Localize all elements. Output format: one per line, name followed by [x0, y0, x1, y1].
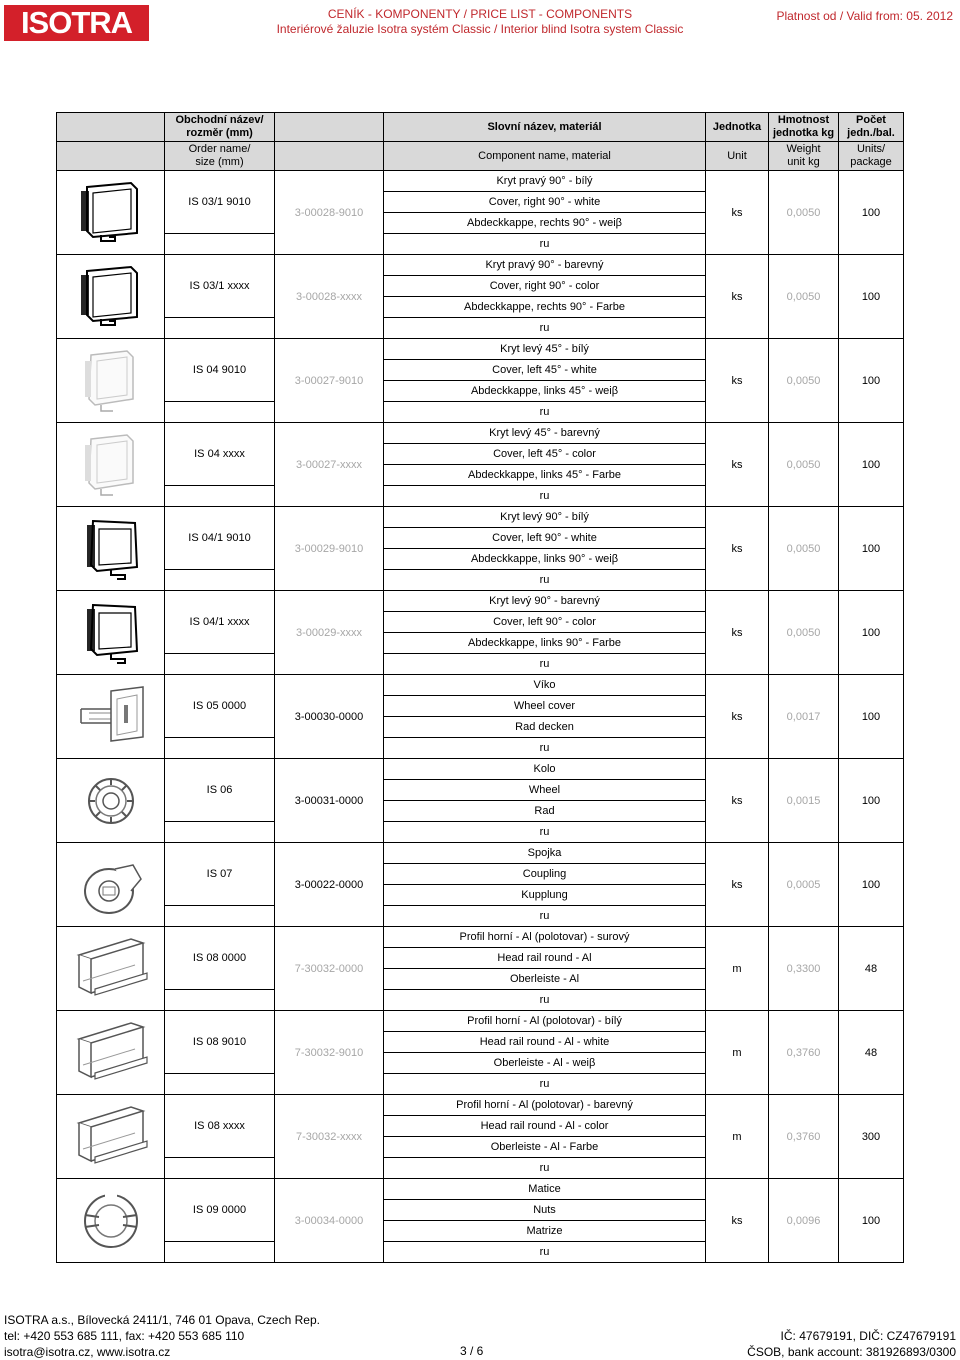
name-cz: Matice	[384, 1179, 706, 1200]
unit: ks	[706, 843, 769, 927]
header-count-en: Units/ package	[839, 142, 904, 171]
unit: ks	[706, 423, 769, 507]
table-row	[57, 675, 904, 696]
footer-bank: ČSOB, bank account: 381926893/0300	[747, 1345, 956, 1359]
size-cell	[165, 990, 275, 1011]
name-de: Abdeckkappe, rechts 90° - weiβ	[384, 213, 706, 234]
name-en: Cover, right 90° - color	[384, 276, 706, 297]
quantity: 100	[839, 1179, 904, 1263]
header-unit-cz: Jednotka	[706, 113, 769, 142]
name-de: Abdeckkappe, links 45° - Farbe	[384, 465, 706, 486]
name-cz: Kryt levý 45° - bílý	[384, 339, 706, 360]
name-ru: ru	[384, 486, 706, 507]
name-de: Abdeckkappe, links 45° - weiβ	[384, 381, 706, 402]
name-en: Coupling	[384, 864, 706, 885]
name-de: Kupplung	[384, 885, 706, 906]
footer-ids: IČ: 47679191, DIČ: CZ47679191	[780, 1329, 956, 1343]
name-en: Cover, left 90° - color	[384, 612, 706, 633]
header-order-en: Order name/ size (mm)	[165, 142, 275, 171]
name-ru: ru	[384, 906, 706, 927]
header-unit-en: Unit	[706, 142, 769, 171]
unit: ks	[706, 1179, 769, 1263]
name-de: Oberleiste - Al - Farbe	[384, 1137, 706, 1158]
order-name: IS 04/1 9010	[165, 507, 275, 570]
table-row	[57, 1011, 904, 1032]
name-de: Rad	[384, 801, 706, 822]
wheel-cover-icon	[57, 679, 164, 755]
size-cell	[165, 822, 275, 843]
component-code: 3-00029-9010	[275, 507, 384, 591]
document-subtitle: Interiérové žaluzie Isotra systém Classic / Interior blind Isotra system Classic	[276, 22, 684, 36]
header-code-en	[275, 142, 384, 171]
footer-company: ISOTRA a.s., Bílovecká 2411/1, 746 01 Opava, Czech Rep.	[4, 1313, 320, 1327]
order-name: IS 08 0000	[165, 927, 275, 990]
name-ru: ru	[384, 570, 706, 591]
weight: 0,0050	[769, 507, 839, 591]
head-rail-icon	[57, 1099, 164, 1175]
header-name-en: Component name, material	[384, 142, 706, 171]
name-en: Nuts	[384, 1200, 706, 1221]
component-code: 7-30032-0000	[275, 927, 384, 1011]
order-name: IS 09 0000	[165, 1179, 275, 1242]
unit: ks	[706, 759, 769, 843]
unit: m	[706, 1095, 769, 1179]
header-order-cz: Obchodní název/ rozměr (mm)	[165, 113, 275, 142]
order-name: IS 04/1 xxxx	[165, 591, 275, 654]
cover-left-45-icon	[57, 343, 164, 419]
table-row	[57, 927, 904, 948]
weight: 0,0050	[769, 423, 839, 507]
table-row	[57, 1179, 904, 1200]
name-en: Wheel cover	[384, 696, 706, 717]
weight: 0,3760	[769, 1011, 839, 1095]
name-ru: ru	[384, 738, 706, 759]
unit: ks	[706, 339, 769, 423]
unit: m	[706, 927, 769, 1011]
name-en: Cover, right 90° - white	[384, 192, 706, 213]
component-code: 7-30032-9010	[275, 1011, 384, 1095]
size-cell	[165, 570, 275, 591]
name-de: Abdeckkappe, rechts 90° - Farbe	[384, 297, 706, 318]
header-count-cz: Počet jedn./bal.	[839, 113, 904, 142]
cover-left-90-icon	[57, 595, 164, 671]
cover-left-90-icon	[57, 511, 164, 587]
name-cz: Spojka	[384, 843, 706, 864]
quantity: 100	[839, 507, 904, 591]
unit: ks	[706, 255, 769, 339]
table-row	[57, 507, 904, 528]
component-image	[57, 1179, 165, 1263]
name-en: Cover, left 45° - color	[384, 444, 706, 465]
weight: 0,0050	[769, 255, 839, 339]
name-ru: ru	[384, 1158, 706, 1179]
isotra-logo: ISOTRA	[4, 5, 149, 41]
name-cz: Kryt pravý 90° - bílý	[384, 171, 706, 192]
quantity: 100	[839, 675, 904, 759]
component-code: 3-00028-9010	[275, 171, 384, 255]
name-cz: Víko	[384, 675, 706, 696]
name-ru: ru	[384, 822, 706, 843]
document-title: CENÍK - KOMPONENTY / PRICE LIST - COMPONENTS	[327, 7, 633, 21]
size-cell	[165, 318, 275, 339]
component-image	[57, 591, 165, 675]
name-en: Head rail round - Al	[384, 948, 706, 969]
weight: 0,0015	[769, 759, 839, 843]
footer-right	[747, 1328, 956, 1360]
cover-left-45-icon	[57, 427, 164, 503]
unit: ks	[706, 591, 769, 675]
component-image	[57, 759, 165, 843]
name-cz: Profil horní - Al (polotovar) - barevný	[384, 1095, 706, 1116]
name-cz: Kolo	[384, 759, 706, 780]
order-name: IS 06	[165, 759, 275, 822]
name-ru: ru	[384, 234, 706, 255]
size-cell	[165, 1242, 275, 1263]
name-cz: Kryt levý 45° - barevný	[384, 423, 706, 444]
weight: 0,0050	[769, 171, 839, 255]
component-code: 3-00028-xxxx	[275, 255, 384, 339]
name-de: Matrize	[384, 1221, 706, 1242]
wheel-icon	[57, 763, 164, 839]
component-code: 3-00027-9010	[275, 339, 384, 423]
header-name-cz: Slovní název, materiál	[384, 113, 706, 142]
name-de: Abdeckkappe, links 90° - weiβ	[384, 549, 706, 570]
quantity: 100	[839, 255, 904, 339]
size-cell	[165, 486, 275, 507]
unit: ks	[706, 507, 769, 591]
name-ru: ru	[384, 1242, 706, 1263]
quantity: 100	[839, 423, 904, 507]
component-code: 3-00022-0000	[275, 843, 384, 927]
header-image	[57, 113, 165, 142]
price-list-table	[56, 112, 904, 1263]
component-image	[57, 1095, 165, 1179]
table-row	[57, 171, 904, 192]
quantity: 100	[839, 591, 904, 675]
component-code: 3-00031-0000	[275, 759, 384, 843]
name-en: Wheel	[384, 780, 706, 801]
cover-right-icon	[57, 175, 164, 251]
order-name: IS 08 9010	[165, 1011, 275, 1074]
table-row	[57, 339, 904, 360]
name-de: Abdeckkappe, links 90° - Farbe	[384, 633, 706, 654]
table-row	[57, 843, 904, 864]
name-en: Cover, left 90° - white	[384, 528, 706, 549]
size-cell	[165, 654, 275, 675]
component-image	[57, 927, 165, 1011]
order-name: IS 04 xxxx	[165, 423, 275, 486]
quantity: 48	[839, 1011, 904, 1095]
header-image-en	[57, 142, 165, 171]
name-cz: Profil horní - Al (polotovar) - surový	[384, 927, 706, 948]
table-row	[57, 591, 904, 612]
weight: 0,0096	[769, 1179, 839, 1263]
order-name: IS 05 0000	[165, 675, 275, 738]
component-image	[57, 423, 165, 507]
weight: 0,3760	[769, 1095, 839, 1179]
size-cell	[165, 234, 275, 255]
footer-left	[4, 1312, 320, 1360]
name-ru: ru	[384, 1074, 706, 1095]
nut-icon	[57, 1183, 164, 1259]
quantity: 300	[839, 1095, 904, 1179]
quantity: 100	[839, 759, 904, 843]
document-header	[230, 7, 730, 37]
header-code	[275, 113, 384, 142]
quantity: 100	[839, 843, 904, 927]
coupling-icon	[57, 847, 164, 923]
name-ru: ru	[384, 990, 706, 1011]
valid-from: Platnost od / Valid from: 05. 2012	[776, 9, 953, 23]
weight: 0,3300	[769, 927, 839, 1011]
table-row	[57, 255, 904, 276]
order-name: IS 04 9010	[165, 339, 275, 402]
unit: ks	[706, 675, 769, 759]
header-weight-cz: Hmotnost jednotka kg	[769, 113, 839, 142]
unit: ks	[706, 171, 769, 255]
order-name: IS 08 xxxx	[165, 1095, 275, 1158]
name-en: Head rail round - Al - color	[384, 1116, 706, 1137]
unit: m	[706, 1011, 769, 1095]
name-cz: Kryt levý 90° - bílý	[384, 507, 706, 528]
head-rail-icon	[57, 931, 164, 1007]
weight: 0,0050	[769, 339, 839, 423]
header-row-cz	[57, 113, 904, 142]
component-image	[57, 339, 165, 423]
name-de: Rad decken	[384, 717, 706, 738]
order-name: IS 07	[165, 843, 275, 906]
name-ru: ru	[384, 318, 706, 339]
name-cz: Kryt pravý 90° - barevný	[384, 255, 706, 276]
size-cell	[165, 402, 275, 423]
header-row-en	[57, 142, 904, 171]
order-name: IS 03/1 9010	[165, 171, 275, 234]
table-row	[57, 423, 904, 444]
name-en: Head rail round - Al - white	[384, 1032, 706, 1053]
size-cell	[165, 738, 275, 759]
component-image	[57, 843, 165, 927]
table-row	[57, 759, 904, 780]
weight: 0,0050	[769, 591, 839, 675]
header-weight-en: Weight unit kg	[769, 142, 839, 171]
component-image	[57, 255, 165, 339]
component-code: 3-00034-0000	[275, 1179, 384, 1263]
name-de: Oberleiste - Al - weiβ	[384, 1053, 706, 1074]
head-rail-icon	[57, 1015, 164, 1091]
name-cz: Kryt levý 90° - barevný	[384, 591, 706, 612]
weight: 0,0017	[769, 675, 839, 759]
name-ru: ru	[384, 402, 706, 423]
table-row	[57, 1095, 904, 1116]
name-en: Cover, left 45° - white	[384, 360, 706, 381]
component-code: 3-00029-xxxx	[275, 591, 384, 675]
component-code: 3-00030-0000	[275, 675, 384, 759]
component-code: 7-30032-xxxx	[275, 1095, 384, 1179]
name-cz: Profil horní - Al (polotovar) - bílý	[384, 1011, 706, 1032]
footer-phone: tel: +420 553 685 111, fax: +420 553 685 110	[4, 1329, 245, 1343]
size-cell	[165, 1074, 275, 1095]
page-number: 3 / 6	[460, 1344, 484, 1358]
size-cell	[165, 1158, 275, 1179]
component-image	[57, 1011, 165, 1095]
component-image	[57, 171, 165, 255]
name-ru: ru	[384, 654, 706, 675]
quantity: 48	[839, 927, 904, 1011]
component-image	[57, 507, 165, 591]
quantity: 100	[839, 339, 904, 423]
quantity: 100	[839, 171, 904, 255]
weight: 0,0005	[769, 843, 839, 927]
size-cell	[165, 906, 275, 927]
name-de: Oberleiste - Al	[384, 969, 706, 990]
cover-right-icon	[57, 259, 164, 335]
component-code: 3-00027-xxxx	[275, 423, 384, 507]
footer-web: isotra@isotra.cz, www.isotra.cz	[4, 1345, 171, 1359]
order-name: IS 03/1 xxxx	[165, 255, 275, 318]
component-image	[57, 675, 165, 759]
